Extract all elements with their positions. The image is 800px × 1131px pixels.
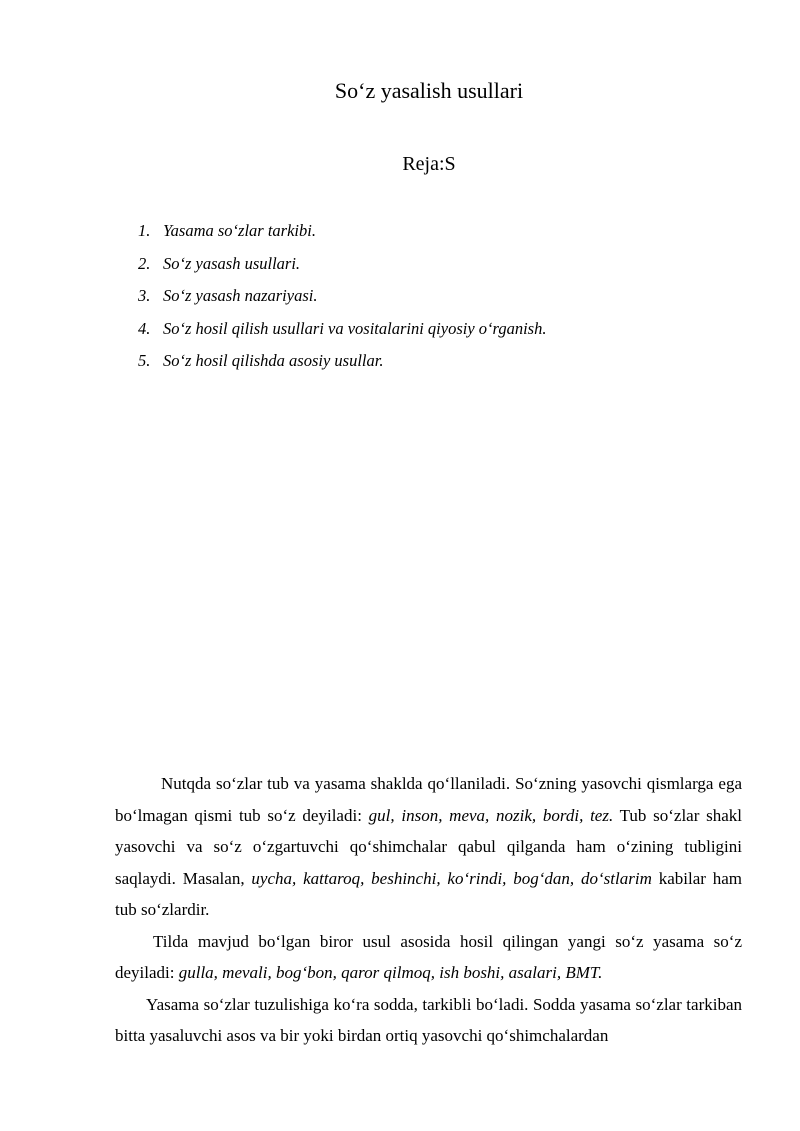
- plan-item-number: 2.: [138, 253, 151, 273]
- plan-list: [138, 220, 546, 383]
- paragraph-text: kabilar ham tub so‘zlardir.: [115, 868, 742, 919]
- plan-item-text: So‘z hosil qilish usullari va vositalarini qiyosiy o‘rganish.: [163, 318, 547, 338]
- plan-item: [138, 253, 546, 286]
- plan-item-text: So‘z yasash usullari.: [163, 253, 301, 273]
- paragraph-2: [115, 926, 742, 989]
- plan-item-number: 4.: [138, 318, 151, 338]
- plan-item-number: 1.: [138, 221, 151, 240]
- plan-item-number: 5.: [138, 351, 151, 370]
- plan-item-text: So‘z yasash nazariyasi.: [163, 286, 318, 305]
- plan-item-text: Yasama so‘zlar tarkibi.: [163, 221, 316, 240]
- plan-item: [138, 350, 546, 383]
- plan-heading: Reja:S: [402, 153, 456, 175]
- paragraph-3: [115, 989, 742, 1052]
- plan-item: [138, 220, 546, 253]
- plan-item: [138, 285, 546, 318]
- paragraph-text: Nutqda so‘zlar tub va yasama shaklda qo‘llaniladi. So‘zning yasovchi qismlarga ega bo‘lmagan qismi tub so‘z deyiladi:: [115, 774, 742, 825]
- document-title: So‘z yasalish usullari: [334, 78, 524, 103]
- plan-item: [138, 318, 546, 351]
- paragraph-text: Tilda mavjud bo‘lgan biror usul asosida hosil qilingan yangi so‘z yasama so‘z deyiladi:: [115, 931, 742, 982]
- plan-item-number: 3.: [138, 286, 151, 305]
- paragraph-text: Tub so‘zlar shakl yasovchi va so‘z o‘zgartuvchi qo‘shimchalar qabul qilganda ham o‘zining tubligini saqlaydi. Masalan,: [115, 805, 743, 888]
- paragraph-examples: gul, inson, meva, nozik, bordi, tez.: [368, 805, 614, 825]
- body-text: [115, 768, 742, 1052]
- paragraph-text: Yasama so‘zlar tuzulishiga ko‘ra sodda, tarkibli bo‘ladi. Sodda yasama so‘zlar tarkiban bitta yasaluvchi asos va bir yoki birdan ortiq yasovchi qo‘shimchalardan: [115, 994, 742, 1045]
- paragraph-1: [115, 768, 742, 926]
- paragraph-examples: gulla, mevali, bog‘bon, qaror qilmoq, ish boshi, asalari, BMT.: [178, 963, 603, 982]
- plan-item-text: So‘z hosil qilishda asosiy usullar.: [163, 351, 384, 370]
- paragraph-examples: uycha, kattaroq, beshinchi, ko‘rindi, bog‘dan, do‘stlarim: [251, 868, 652, 888]
